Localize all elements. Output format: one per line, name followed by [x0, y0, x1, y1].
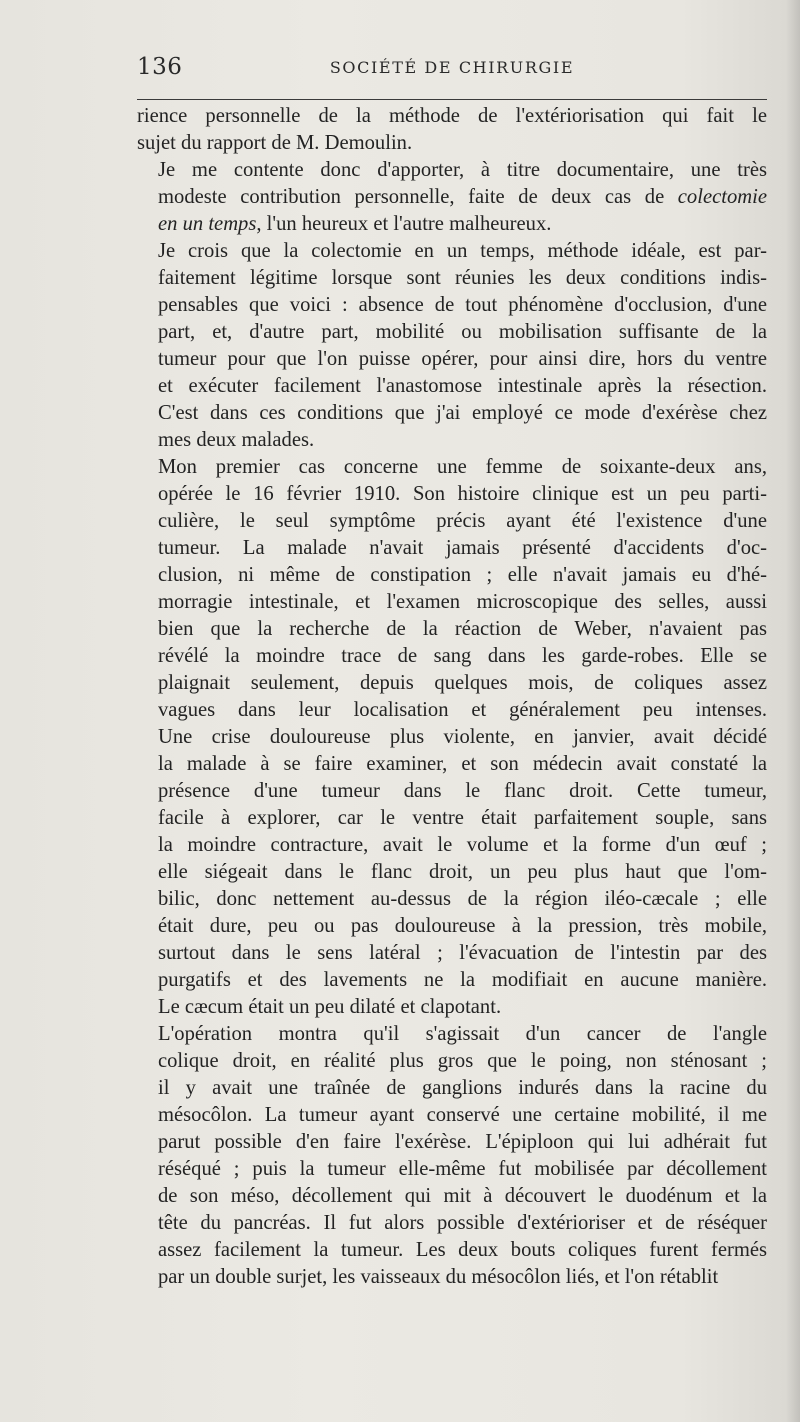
text-line: la moindre contracture, avait le volume et la forme d'un œuf ;: [158, 834, 767, 856]
header-rule: [137, 99, 767, 100]
text-line: pensables que voici : absence de tout phénomène d'occlusion, d'une: [158, 294, 767, 316]
text-line: colique droit, en réalité plus gros que le poing, non sténosant ;: [158, 1050, 767, 1072]
text-line: tête du pancréas. Il fut alors possible d'extérioriser et de réséquer: [158, 1212, 767, 1234]
text-line: était dure, peu ou pas douloureuse à la pression, très mobile,: [158, 915, 767, 937]
text-line: faitement légitime lorsque sont réunies les deux conditions indis-: [158, 267, 767, 289]
paragraph: [137, 238, 767, 454]
text-line: facile à explorer, car le ventre était parfaitement souple, sans: [158, 807, 767, 829]
page-header: [137, 54, 767, 84]
text-line: purgatifs et des lavements ne la modifiait en aucune manière.: [158, 969, 767, 991]
text-line: morragie intestinale, et l'examen microscopique des selles, aussi: [158, 591, 767, 613]
paragraph: [137, 454, 767, 1021]
text-line: mes deux malades.: [158, 429, 315, 451]
text-line: Le cæcum était un peu dilaté et clapotant.: [158, 996, 502, 1018]
text-line: assez facilement la tumeur. Les deux bouts coliques furent fermés: [158, 1239, 767, 1261]
text-line: Je crois que la colectomie en un temps, méthode idéale, est par-: [158, 240, 767, 262]
text-line: de son méso, décollement qui mit à découvert le duodénum et la: [158, 1185, 767, 1207]
paragraph: [137, 1021, 767, 1291]
text-line: réséqué ; puis la tumeur elle-même fut mobilisée par décollement: [158, 1158, 767, 1180]
text-line: sujet du rapport de M. Demoulin.: [137, 132, 413, 154]
text-line: révélé la moindre trace de sang dans les garde-robes. Elle se: [158, 645, 767, 667]
text-line: modeste contribution personnelle, faite de deux cas de colectomie: [158, 186, 767, 208]
body-text: [137, 103, 767, 1291]
text-line: L'opération montra qu'il s'agissait d'un cancer de l'angle: [158, 1023, 767, 1045]
text-line: Mon premier cas concerne une femme de soixante-deux ans,: [158, 456, 767, 478]
text-line: bilic, donc nettement au-dessus de la région iléo-cæcale ; elle: [158, 888, 767, 910]
text-line: C'est dans ces conditions que j'ai employé ce mode d'exérèse chez: [158, 402, 767, 424]
paragraph: [137, 103, 767, 157]
text-line: par un double surjet, les vaisseaux du mésocôlon liés, et l'on rétablit: [158, 1266, 719, 1288]
text-line: rience personnelle de la méthode de l'extériorisation qui fait le: [137, 105, 767, 127]
text-line: mésocôlon. La tumeur ayant conservé une certaine mobilité, il me: [158, 1104, 767, 1126]
text-line: culière, le seul symptôme précis ayant été l'existence d'une: [158, 510, 767, 532]
paragraph: [137, 157, 767, 238]
text-line: il y avait une traînée de ganglions indurés dans la racine du: [158, 1077, 767, 1099]
text-line: part, et, d'autre part, mobilité ou mobilisation suffisante de la: [158, 321, 767, 343]
text-line: opérée le 16 février 1910. Son histoire clinique est un peu parti-: [158, 483, 767, 505]
text-line: parut possible d'en faire l'exérèse. L'épiploon qui lui adhérait fut: [158, 1131, 767, 1153]
text-line: clusion, ni même de constipation ; elle n'avait jamais eu d'hé-: [158, 564, 767, 586]
text-line: présence d'une tumeur dans le flanc droit. Cette tumeur,: [158, 780, 767, 802]
text-line: Je me contente donc d'apporter, à titre documentaire, une très: [158, 159, 767, 181]
text-line: Une crise douloureuse plus violente, en janvier, avait décidé: [158, 726, 767, 748]
page-edge-shadow: [786, 0, 800, 1422]
text-line: tumeur pour que l'on puisse opérer, pour ainsi dire, hors du ventre: [158, 348, 767, 370]
page-number: 136: [137, 54, 183, 80]
text-line: elle siégeait dans le flanc droit, un peu plus haut que l'om-: [158, 861, 767, 883]
text-line: en un temps, l'un heureux et l'autre malheureux.: [158, 213, 552, 235]
text-line: et exécuter facilement l'anastomose intestinale après la résection.: [158, 375, 767, 397]
text-line: tumeur. La malade n'avait jamais présenté d'accidents d'oc-: [158, 537, 767, 559]
text-line: surtout dans le sens latéral ; l'évacuation de l'intestin par des: [158, 942, 767, 964]
text-line: plaignait seulement, depuis quelques mois, de coliques assez: [158, 672, 767, 694]
running-head: SOCIÉTÉ DE CHIRURGIE: [329, 58, 575, 77]
text-line: vagues dans leur localisation et généralement peu intenses.: [158, 699, 767, 721]
text-line: bien que la recherche de la réaction de Weber, n'avaient pas: [158, 618, 767, 640]
text-line: la malade à se faire examiner, et son médecin avait constaté la: [158, 753, 767, 775]
